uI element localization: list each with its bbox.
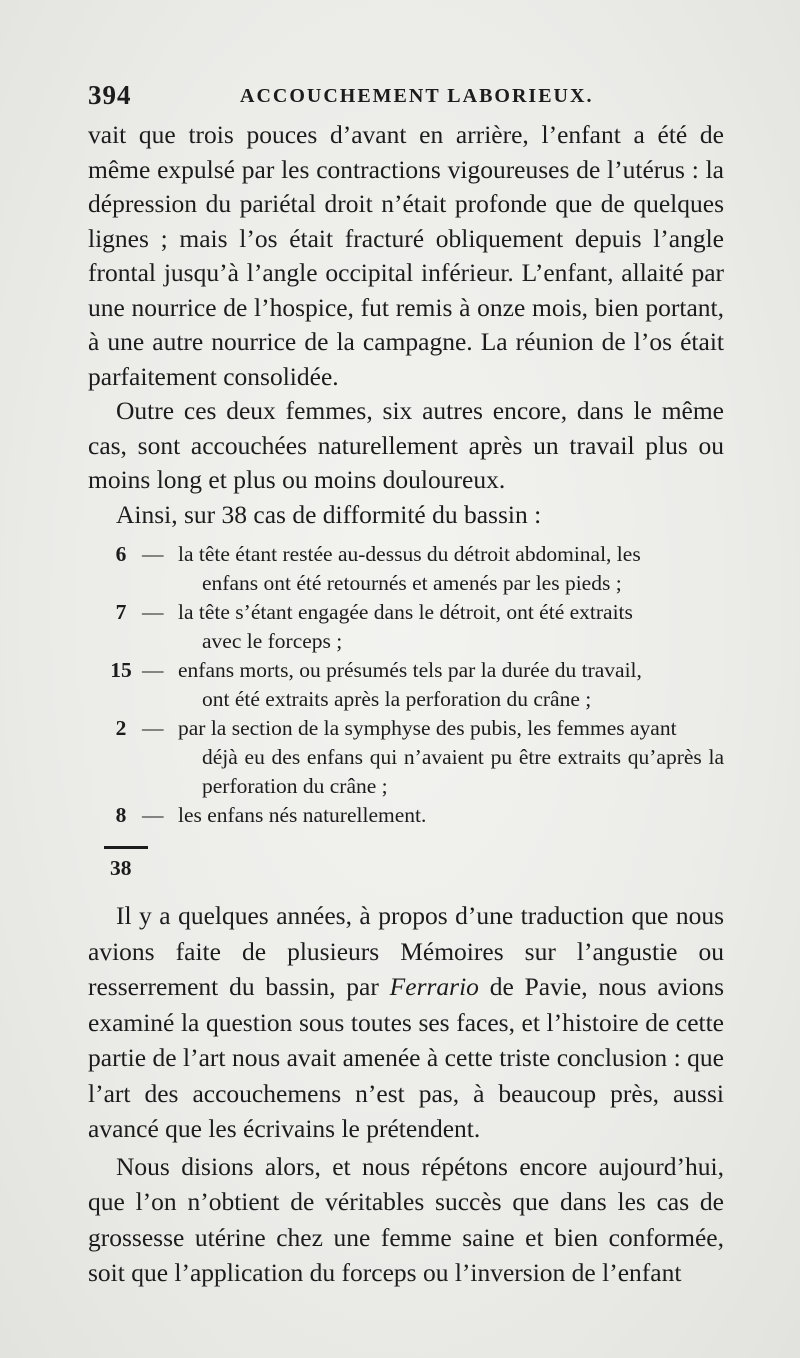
paragraph-continuation: vait que trois pouces d’avant en arrière, l’enfant a été de même expulsé par les contractions vigoureuses de l’utérus : la dépression du pariétal droit n’était profonde que de quelques lignes ; mais l’os était fracturé obliquement depuis l’angle frontal jusqu’à l’angle occipital inférieur. L’enfant, allaité par une nourrice de l’hospice, fut remis à onze mois, bien portant, à une autre nourrice de la campagne. La réunion de l’os était parfaitement consolidée. <box>88 120 724 391</box>
case-text <box>178 658 724 714</box>
dash: — <box>142 716 164 740</box>
dash: — <box>142 658 164 682</box>
case-text-rest: déjà eu des enfans qui n’avaient pu être extraits qu’après la perforation du crâne ; <box>202 745 724 798</box>
case-list <box>88 540 724 830</box>
case-text-first: les enfans nés naturellement. <box>178 803 427 827</box>
paragraph-conclusion: Nous disions alors, et nous répétons encore aujourd’hui, que l’on n’obtient de véritables succès que dans les cas de grossesse utérine chez une femme saine et bien conformée, soit que l’application du forceps ou l’inversion de l’enfant <box>88 1151 724 1287</box>
paragraph-other-cases: Outre ces deux femmes, six autres encore, dans le même cas, sont accouchées naturellement après un travail plus ou moins long et plus ou moins douloureux. <box>88 396 724 494</box>
list-item <box>88 656 724 714</box>
list-item <box>88 714 724 801</box>
case-count: 15 <box>110 658 132 682</box>
case-text <box>178 600 724 656</box>
case-text <box>178 542 724 598</box>
list-item <box>88 801 724 830</box>
case-text-first: la tête étant restée au-dessus du détroit abdominal, les <box>178 542 641 566</box>
cases-total: 38 <box>110 856 132 880</box>
running-title: ACCOUCHEMENT LABORIEUX. <box>240 85 594 107</box>
dash: — <box>142 542 164 566</box>
list-item <box>88 598 724 656</box>
author-name: Ferrario <box>389 972 479 1001</box>
sum-rule <box>104 846 148 849</box>
dash: — <box>142 803 164 827</box>
case-count: 7 <box>115 600 127 624</box>
case-count: 8 <box>115 803 127 827</box>
page-number: 394 <box>88 80 132 110</box>
case-count: 2 <box>115 716 127 740</box>
case-text <box>178 803 426 827</box>
case-text-rest: avec le forceps ; <box>202 629 343 653</box>
case-text <box>178 716 724 801</box>
case-text-first: enfans morts, ou présumés tels par la durée du travail, <box>178 658 642 682</box>
dash: — <box>142 600 164 624</box>
case-text-first: la tête s’étant engagée dans le détroit, ont été extraits <box>178 600 633 624</box>
ferrario-text-before: Il y a quelques années, à propos d’une traduction que nous avions faite de plusieurs Mémoires sur l’angustie ou resserrement du bassin, par <box>88 901 724 1001</box>
case-text-rest: ont été extraits après la perforation du crâne ; <box>202 687 592 711</box>
paragraph-ferrario <box>88 898 724 1147</box>
case-count: 6 <box>115 542 127 566</box>
list-item <box>88 540 724 598</box>
running-head <box>88 80 728 116</box>
case-text-first: par la section de la symphyse des pubis, les femmes ayant <box>178 716 677 740</box>
summary-intro: Ainsi, sur 38 cas de difformité du bassin : <box>116 499 542 529</box>
case-text-rest: enfans ont été retournés et amenés par les pieds ; <box>202 571 622 595</box>
text-block <box>88 118 724 1291</box>
total-block <box>88 834 724 898</box>
ferrario-text-after: de Pavie, nous avions examiné la question sous toutes ses faces, et l’histoire de cette partie de l’art nous avait amenée à cette triste conclusion : que l’art des accouchemens n’est pas, à beaucoup près, aussi avancé que les écrivains le prétendent. <box>88 972 724 1143</box>
